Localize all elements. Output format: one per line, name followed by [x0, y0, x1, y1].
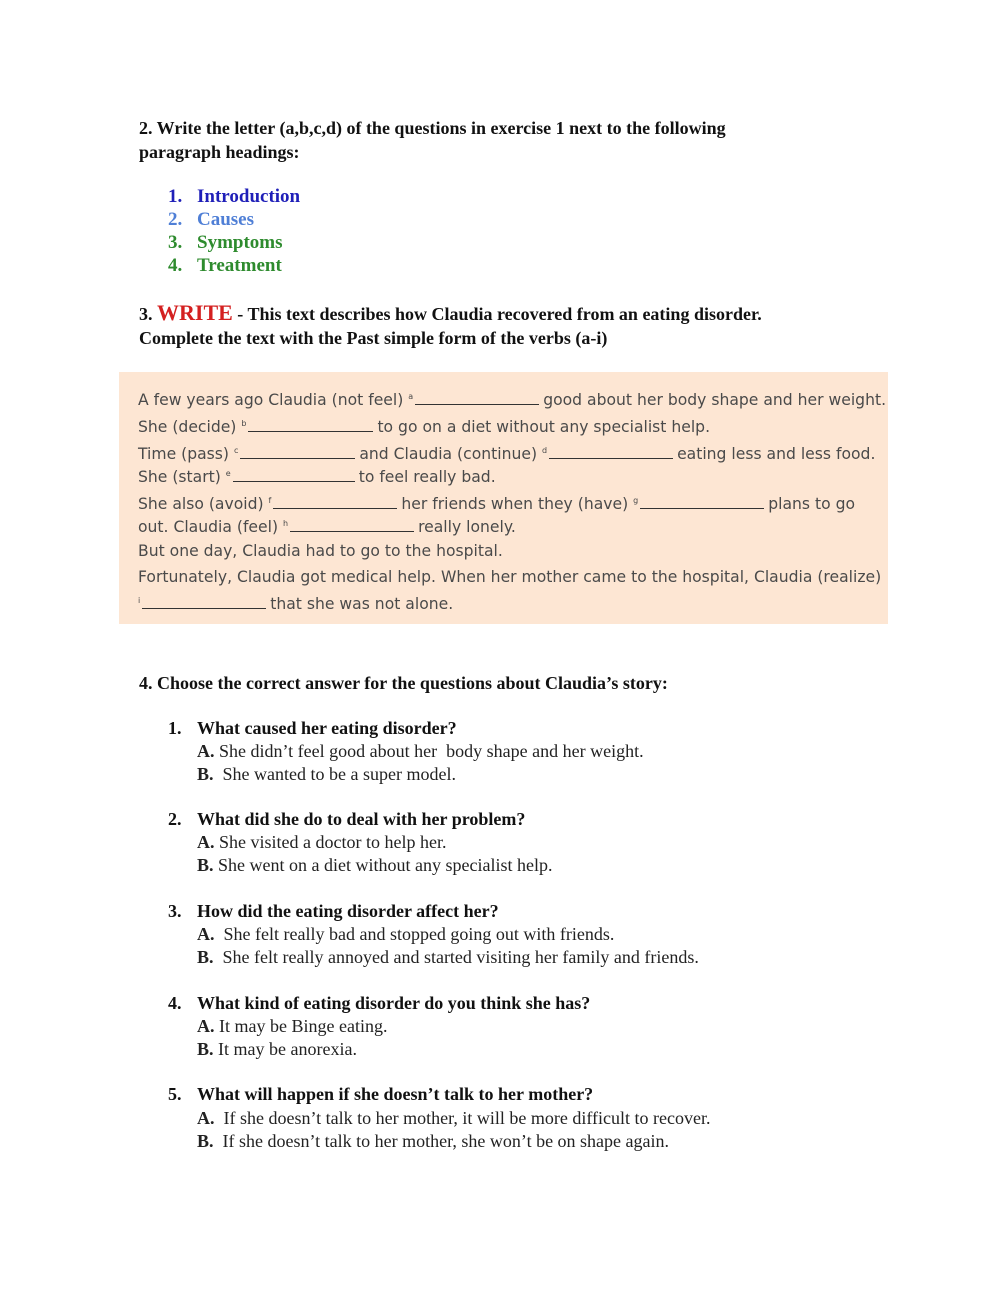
text-segment: She (decide)	[138, 418, 242, 437]
text-segment: and Claudia (continue)	[359, 445, 542, 464]
heading-label: Causes	[197, 209, 255, 230]
gap-line-5	[138, 491, 855, 514]
text-segment: really lonely.	[418, 518, 516, 537]
question-1-option-a[interactable]	[197, 740, 644, 763]
text-segment: her friends when they (have)	[401, 495, 634, 514]
heading-label: Introduction	[197, 186, 301, 207]
option-text: If she doesn’t talk to her mother, it will be more difficult to recover.	[214, 1108, 711, 1128]
question-4	[168, 992, 590, 1015]
gap-letter: c	[233, 446, 239, 455]
gap-letter: g	[633, 496, 639, 505]
gap-line-9	[138, 591, 453, 614]
gap-letter: b	[241, 419, 247, 428]
ex2-instruction-line2: paragraph headings:	[139, 142, 300, 162]
text-segment: eating less and less food.	[677, 445, 876, 464]
gap-letter: d	[542, 446, 548, 455]
option-label: A.	[197, 832, 215, 852]
option-text: She felt really bad and stopped going out with friends.	[214, 924, 615, 944]
text-segment: out. Claudia (feel)	[138, 518, 283, 537]
heading-label: Treatment	[197, 255, 282, 276]
ex4-instruction: 4. Choose the correct answer for the questions about Claudia’s story:	[139, 673, 668, 693]
gap-letter: a	[408, 392, 414, 401]
text-segment: plans to go	[768, 495, 856, 514]
blank-c[interactable]	[240, 444, 355, 459]
question-5-option-b[interactable]	[197, 1130, 669, 1153]
text-segment: to feel really bad.	[358, 468, 496, 487]
gap-line-4	[138, 464, 496, 487]
question-number: 4.	[168, 993, 182, 1013]
question-text: What caused her eating disorder?	[197, 718, 457, 738]
question-5	[168, 1083, 593, 1106]
heading-label: Symptoms	[197, 232, 283, 253]
option-label: B.	[197, 947, 214, 967]
option-label: B.	[197, 855, 214, 875]
ex3-instruction-line2: Complete the text with the Past simple form of the verbs (a-i)	[139, 328, 608, 348]
option-label: A.	[197, 741, 215, 761]
option-text: It may be Binge eating.	[214, 1016, 388, 1036]
blank-a[interactable]	[415, 390, 539, 405]
text-segment: She also (avoid)	[138, 495, 269, 514]
heading-item-treatment	[168, 254, 282, 277]
question-number: 5.	[168, 1084, 182, 1104]
question-text: How did the eating disorder affect her?	[197, 901, 499, 921]
question-2-option-b[interactable]	[197, 854, 552, 877]
text-segment: to go on a diet without any specialist help.	[377, 418, 711, 437]
option-label: B.	[197, 1039, 214, 1059]
option-text: She went on a diet without any specialist help.	[213, 855, 553, 875]
option-text: She visited a doctor to help her.	[214, 832, 447, 852]
gap-line-8: Fortunately, Claudia got medical help. When her mother came to the hospital, Claudia (realize)	[138, 568, 882, 586]
question-text: What will happen if she doesn’t talk to her mother?	[197, 1084, 594, 1104]
text-segment: Time (pass)	[138, 445, 234, 464]
gap-letter: i	[138, 596, 141, 605]
gap-line-1	[138, 387, 886, 410]
heading-number: 3.	[168, 232, 183, 253]
blank-d[interactable]	[549, 444, 673, 459]
question-3-option-a[interactable]	[197, 923, 614, 946]
option-label: A.	[197, 1016, 215, 1036]
option-label: A.	[197, 924, 215, 944]
blank-f[interactable]	[273, 494, 397, 509]
ex2-instruction-line1: 2. Write the letter (a,b,c,d) of the questions in exercise 1 next to the following	[139, 118, 726, 138]
question-5-option-a[interactable]	[197, 1107, 710, 1130]
heading-number: 2.	[168, 209, 183, 230]
heading-item-causes	[168, 208, 254, 231]
option-text: If she doesn’t talk to her mother, she won’t be on shape again.	[213, 1131, 670, 1151]
option-text: It may be anorexia.	[213, 1039, 357, 1059]
question-text: What kind of eating disorder do you think she has?	[197, 993, 591, 1013]
question-number: 3.	[168, 901, 182, 921]
text-segment: She (start)	[138, 468, 226, 487]
question-1-option-b[interactable]	[197, 763, 456, 786]
blank-g[interactable]	[640, 494, 764, 509]
gap-letter: e	[225, 469, 231, 478]
question-4-option-a[interactable]	[197, 1015, 387, 1038]
question-3-option-b[interactable]	[197, 946, 699, 969]
heading-number: 1.	[168, 186, 183, 207]
question-1	[168, 717, 457, 740]
write-word: WRITE	[157, 300, 233, 325]
option-text: She felt really annoyed and started visiting her family and friends.	[213, 947, 699, 967]
gap-letter: f	[268, 496, 272, 505]
blank-i[interactable]	[142, 594, 266, 609]
question-text: What did she do to deal with her problem?	[197, 809, 526, 829]
blank-e[interactable]	[233, 467, 355, 482]
question-3	[168, 900, 499, 923]
gap-line-2	[138, 414, 710, 437]
ex3-instruction-line1	[139, 301, 762, 326]
text-segment: A few years ago Claudia (not feel)	[138, 391, 409, 410]
text-segment: good about her body shape and her weight.	[543, 391, 887, 410]
blank-b[interactable]	[248, 417, 373, 432]
option-label: B.	[197, 764, 214, 784]
option-label: A.	[197, 1108, 215, 1128]
question-4-option-b[interactable]	[197, 1038, 357, 1061]
heading-number: 4.	[168, 255, 183, 276]
ex3-instruction-rest: - This text describes how Claudia recovered from an eating disorder.	[232, 304, 762, 324]
gap-line-7: But one day, Claudia had to go to the hospital.	[138, 542, 503, 560]
gap-line-3	[138, 441, 875, 464]
option-label: B.	[197, 1131, 214, 1151]
gap-letter: h	[283, 519, 289, 528]
heading-item-symptoms	[168, 231, 283, 254]
question-2	[168, 808, 525, 831]
question-number: 2.	[168, 809, 182, 829]
option-text: She wanted to be a super model.	[213, 764, 456, 784]
blank-h[interactable]	[290, 517, 414, 532]
ex3-number: 3.	[139, 304, 153, 324]
heading-item-introduction	[168, 185, 300, 208]
question-number: 1.	[168, 718, 182, 738]
text-segment: that she was not alone.	[270, 595, 454, 614]
gap-line-6	[138, 514, 516, 537]
option-text: She didn’t feel good about her body shape and her weight.	[214, 741, 644, 761]
question-2-option-a[interactable]	[197, 831, 446, 854]
